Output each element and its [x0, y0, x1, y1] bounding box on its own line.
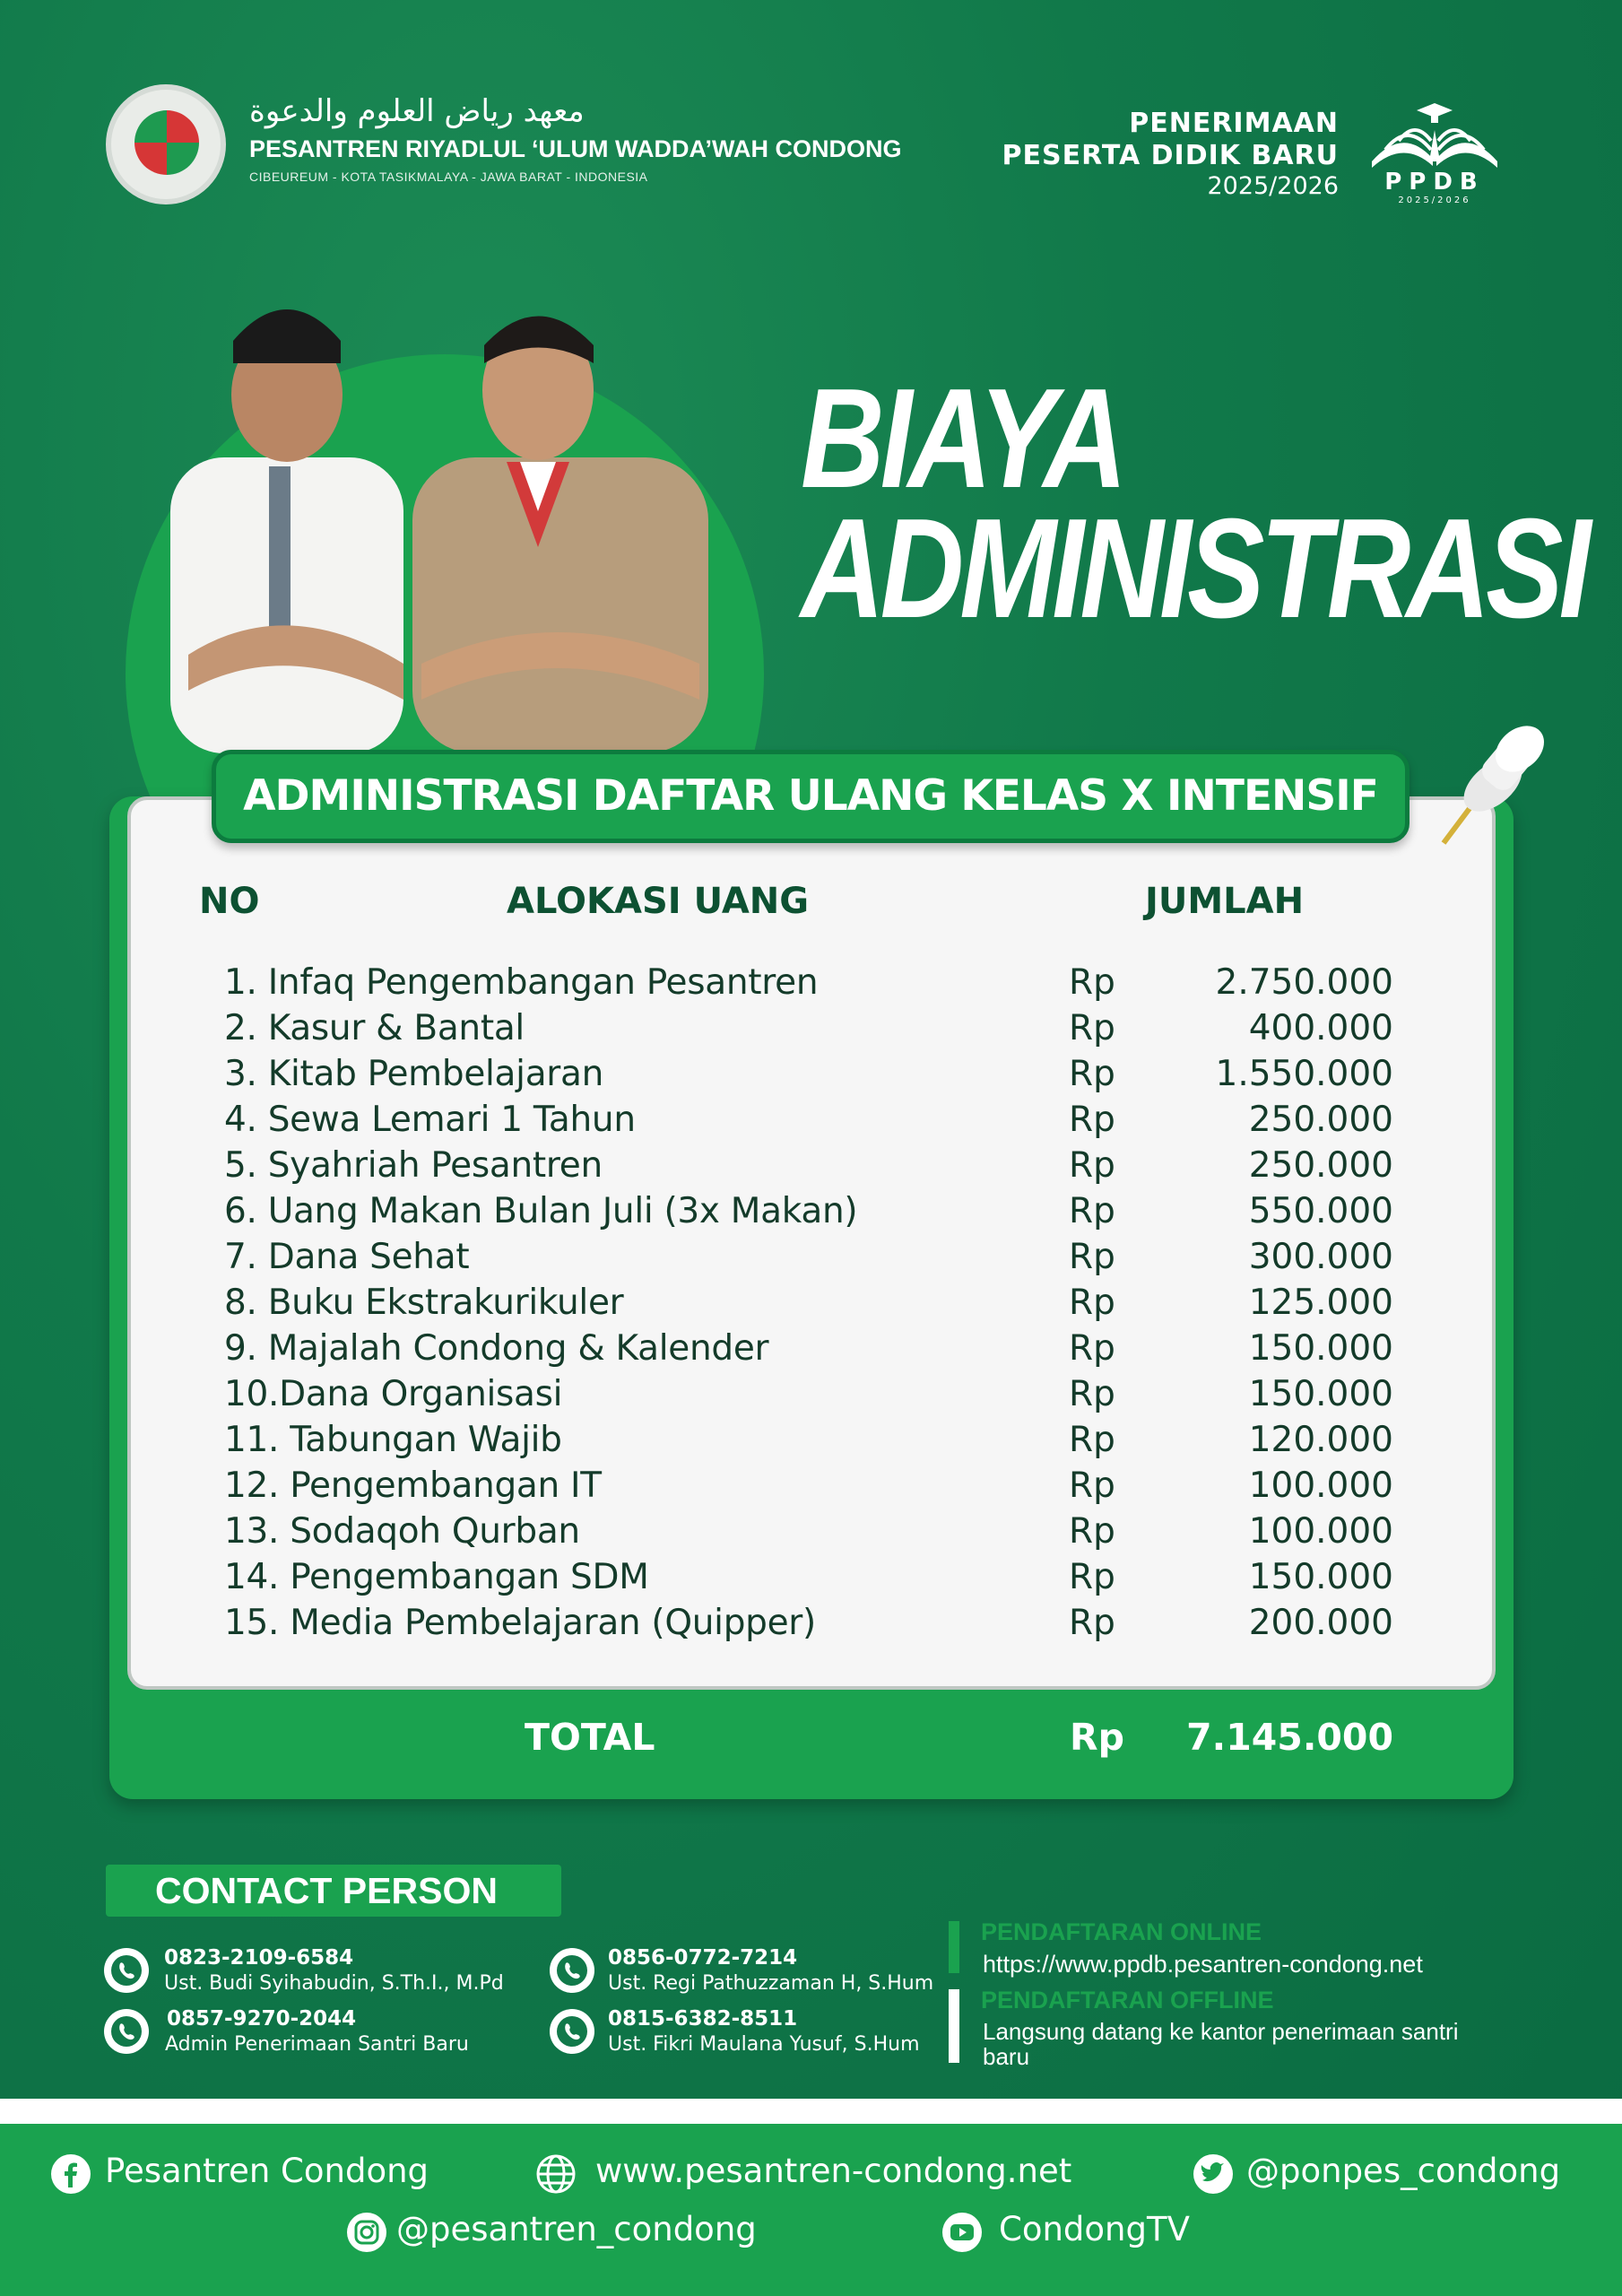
contact-name: Ust. Regi Pathuzzaman H, S.Hum: [608, 1972, 934, 1995]
youtube-icon: [941, 2212, 983, 2253]
total-label: TOTAL: [525, 1716, 655, 1759]
fee-item-currency: Rp: [1069, 1191, 1115, 1231]
ppdb-line1: PENERIMAAN: [1129, 108, 1339, 139]
fee-item-label: 15. Media Pembelajaran (Quipper): [224, 1603, 816, 1643]
total-currency: Rp: [1070, 1716, 1124, 1759]
fee-item-label: 1. Infaq Pengembangan Pesantren: [224, 962, 819, 1003]
youtube-link[interactable]: CondongTV: [999, 2210, 1190, 2248]
whatsapp-icon: [550, 2009, 594, 2054]
fee-item-currency: Rp: [1069, 1420, 1115, 1460]
fee-item-label: 3. Kitab Pembelajaran: [224, 1054, 604, 1094]
fee-item-amount: 150.000: [1248, 1557, 1393, 1597]
total-amount: 7.145.000: [1186, 1716, 1393, 1759]
online-registration-title: PENDAFTARAN ONLINE: [981, 1918, 1262, 1945]
fee-item-amount: 400.000: [1248, 1008, 1393, 1048]
instagram-link[interactable]: @pesantren_condong: [396, 2210, 757, 2248]
contact-phone[interactable]: 0856-0772-7214: [608, 1946, 798, 1970]
school-logo-emblem: [134, 110, 199, 175]
fee-item-amount: 200.000: [1248, 1603, 1393, 1643]
contact-name: Admin Penerimaan Santri Baru: [165, 2033, 469, 2056]
page-title-line2: ADMINISTRASI: [801, 490, 1587, 648]
fee-item-label: 14. Pengembangan SDM: [224, 1557, 649, 1597]
students-photo: [152, 278, 726, 753]
page-title-line1: BIAYA: [801, 360, 1123, 517]
contact-person-title: CONTACT PERSON: [155, 1870, 498, 1911]
fee-item-currency: Rp: [1069, 1374, 1115, 1414]
fee-item-label: 4. Sewa Lemari 1 Tahun: [224, 1100, 636, 1140]
fee-item-currency: Rp: [1069, 1008, 1115, 1048]
column-header-amount: JUMLAH: [1145, 881, 1305, 922]
website-link[interactable]: www.pesantren-condong.net: [595, 2152, 1072, 2190]
online-marker: [949, 1921, 959, 1973]
whatsapp-icon: [104, 1948, 149, 1993]
fee-item-currency: Rp: [1069, 1603, 1115, 1643]
fee-item-currency: Rp: [1069, 1145, 1115, 1186]
fee-item-currency: Rp: [1069, 962, 1115, 1003]
fee-item-currency: Rp: [1069, 1283, 1115, 1323]
school-arabic-name: معهد رياض العلوم والدعوة: [249, 93, 585, 129]
fee-item-amount: 120.000: [1248, 1420, 1393, 1460]
offline-registration-title: PENDAFTARAN OFFLINE: [981, 1987, 1274, 2013]
twitter-link[interactable]: @ponpes_condong: [1246, 2152, 1561, 2190]
fee-item-label: 5. Syahriah Pesantren: [224, 1145, 603, 1186]
fee-item-amount: 100.000: [1248, 1465, 1393, 1506]
whatsapp-icon: [550, 1948, 594, 1993]
contact-phone[interactable]: 0815-6382-8511: [608, 2007, 798, 2031]
school-address: CIBEUREUM - KOTA TASIKMALAYA - JAWA BARAT - INDONESIA: [249, 170, 648, 184]
ppdb-year: 2025/2026: [1207, 172, 1339, 200]
fee-item-label: 10.Dana Organisasi: [224, 1374, 563, 1414]
fee-item-label: 13. Sodaqoh Qurban: [224, 1511, 580, 1552]
fee-item-currency: Rp: [1069, 1465, 1115, 1506]
fee-item-label: 11. Tabungan Wajib: [224, 1420, 562, 1460]
fee-item-currency: Rp: [1069, 1328, 1115, 1369]
school-name: PESANTREN RIYADLUL ‘ULUM WADDA’WAH CONDONG: [249, 135, 902, 162]
fee-item-label: 8. Buku Ekstrakurikuler: [224, 1283, 624, 1323]
fee-item-amount: 550.000: [1248, 1191, 1393, 1231]
ppdb-logo-year: 2025/2026: [1398, 196, 1471, 205]
whatsapp-icon: [104, 2009, 149, 2054]
offline-marker: [949, 1989, 959, 2063]
fee-item-label: 9. Majalah Condong & Kalender: [224, 1328, 769, 1369]
fee-item-currency: Rp: [1069, 1557, 1115, 1597]
fee-item-currency: Rp: [1069, 1054, 1115, 1094]
fee-item-label: 6. Uang Makan Bulan Juli (3x Makan): [224, 1191, 858, 1231]
contact-phone[interactable]: 0823-2109-6584: [164, 1946, 354, 1970]
push-pin-icon: [1408, 722, 1551, 865]
fee-item-amount: 300.000: [1248, 1237, 1393, 1277]
fee-item-label: 7. Dana Sehat: [224, 1237, 470, 1277]
online-registration-link[interactable]: https://www.ppdb.pesantren-condong.net: [983, 1951, 1423, 1978]
column-header-allocation: ALOKASI UANG: [507, 881, 810, 922]
fee-item-currency: Rp: [1069, 1237, 1115, 1277]
twitter-icon: [1193, 2153, 1234, 2195]
offline-registration-desc: Langsung datang ke kantor penerimaan santri baru: [983, 2018, 1459, 2070]
fee-item-amount: 150.000: [1248, 1374, 1393, 1414]
fee-item-currency: Rp: [1069, 1511, 1115, 1552]
fee-item-label: 2. Kasur & Bantal: [224, 1008, 525, 1048]
contact-name: Ust. Budi Syihabudin, S.Th.I., M.Pd: [164, 1972, 504, 1995]
column-header-no: NO: [199, 881, 260, 922]
ppdb-line2: PESERTA DIDIK BARU: [1002, 140, 1339, 171]
fee-item-amount: 100.000: [1248, 1511, 1393, 1552]
fee-item-amount: 150.000: [1248, 1328, 1393, 1369]
footer: [0, 2124, 1622, 2296]
fee-item-amount: 250.000: [1248, 1145, 1393, 1186]
footer-divider: [0, 2099, 1622, 2124]
fee-item-currency: Rp: [1069, 1100, 1115, 1140]
table-banner-title: ADMINISTRASI DAFTAR ULANG KELAS X INTENSIF: [243, 771, 1378, 821]
fee-item-amount: 1.550.000: [1215, 1054, 1393, 1094]
facebook-link[interactable]: Pesantren Condong: [105, 2152, 429, 2190]
instagram-icon: [346, 2212, 387, 2253]
fee-item-amount: 125.000: [1248, 1283, 1393, 1323]
fee-item-amount: 250.000: [1248, 1100, 1393, 1140]
contact-phone[interactable]: 0857-9270-2044: [167, 2007, 357, 2031]
contact-name: Ust. Fikri Maulana Yusuf, S.Hum: [608, 2033, 920, 2056]
fee-item-label: 12. Pengembangan IT: [224, 1465, 602, 1506]
facebook-icon: [50, 2153, 91, 2195]
globe-icon: [535, 2153, 577, 2195]
ppdb-logo-word: PPDB: [1384, 169, 1485, 196]
fee-item-amount: 2.750.000: [1215, 962, 1393, 1003]
